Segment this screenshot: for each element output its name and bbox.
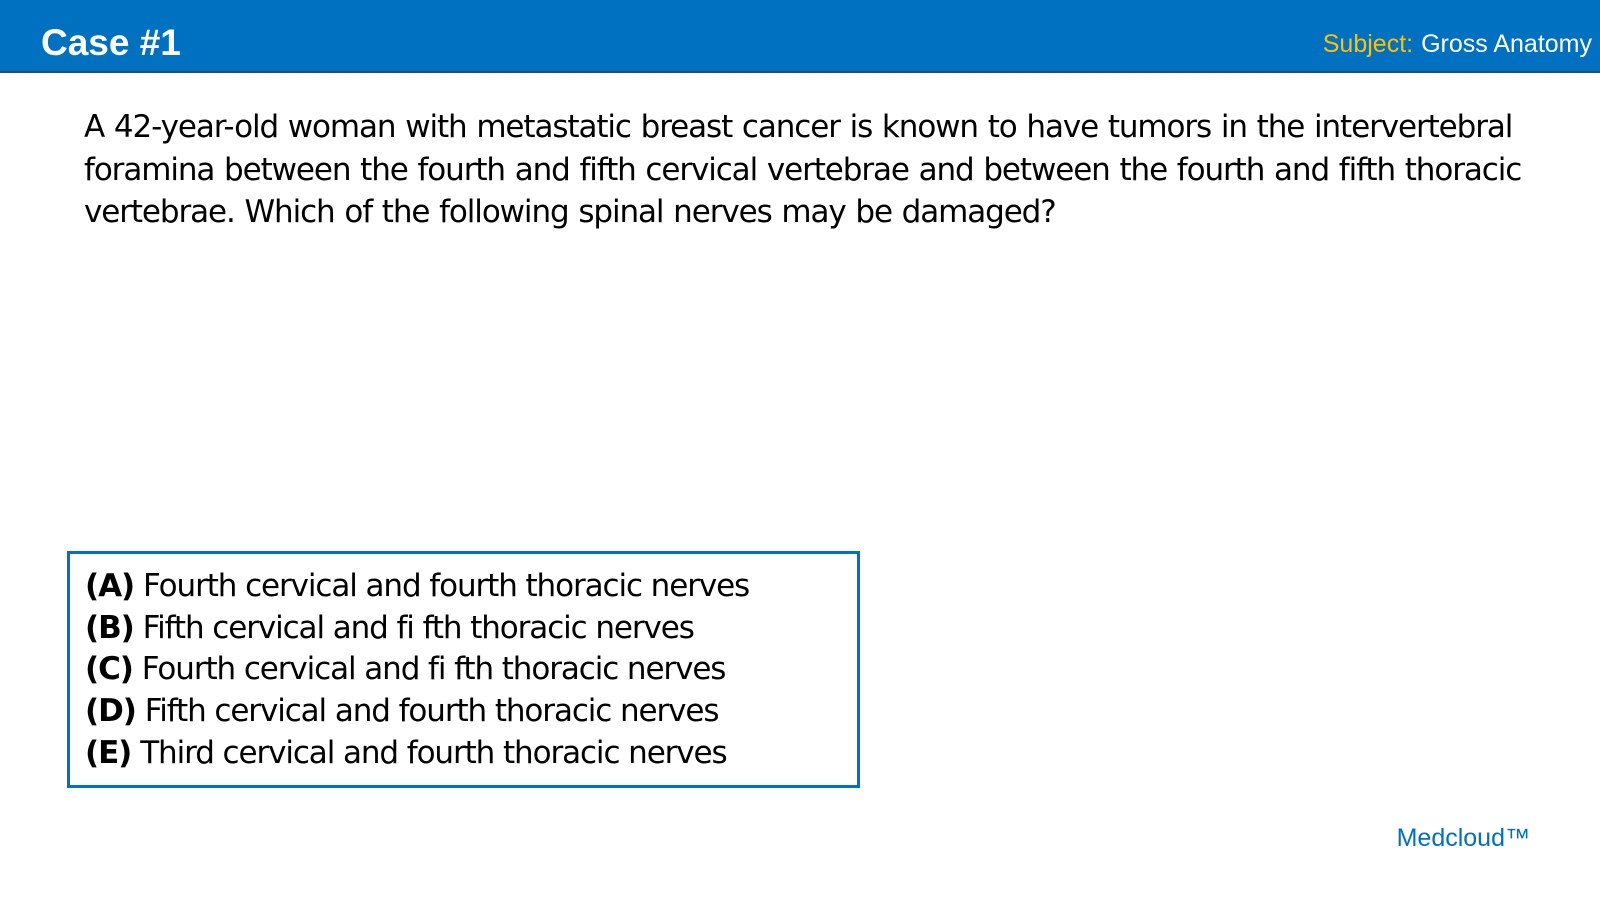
answer-options-list <box>85 566 749 774</box>
option-letter: (E) <box>85 734 132 771</box>
answer-option-e[interactable] <box>85 733 749 775</box>
case-title: Case #1 <box>41 22 181 63</box>
subject-label: Subject: <box>1322 30 1414 58</box>
answer-option-c[interactable] <box>85 649 749 691</box>
brand-logo-text: Medcloud™ <box>1396 824 1530 852</box>
option-text: Fourth cervical and fourth thoracic nerves <box>143 568 750 604</box>
header-bar <box>0 0 1600 73</box>
question-text: A 42-year-old woman with metastatic breast cancer is known to have tumors in the intervertebral foramina between the fourth and fifth cervical vertebrae and between the fourth and fifth thoracic vertebrae. Which of the following spinal nerves may be damaged? <box>84 109 1522 230</box>
subject-value: Gross Anatomy <box>1421 30 1592 58</box>
option-text: Fourth cervical and fi fth thoracic nerves <box>141 651 726 688</box>
answer-option-b[interactable] <box>85 608 749 650</box>
option-text: Third cervical and fourth thoracic nerves <box>140 734 727 771</box>
option-letter: (A) <box>85 568 135 604</box>
option-text: Fifth cervical and fi fth thoracic nerves <box>142 609 694 646</box>
answer-option-d[interactable] <box>85 691 749 733</box>
subject-line <box>1323 32 1592 57</box>
option-letter: (C) <box>85 651 133 688</box>
answer-options-box <box>67 551 860 788</box>
option-text: Fifth cervical and fourth thoracic nerves <box>144 693 719 730</box>
option-letter: (B) <box>85 609 134 646</box>
option-letter: (D) <box>85 693 136 730</box>
answer-option-a[interactable] <box>85 566 749 608</box>
